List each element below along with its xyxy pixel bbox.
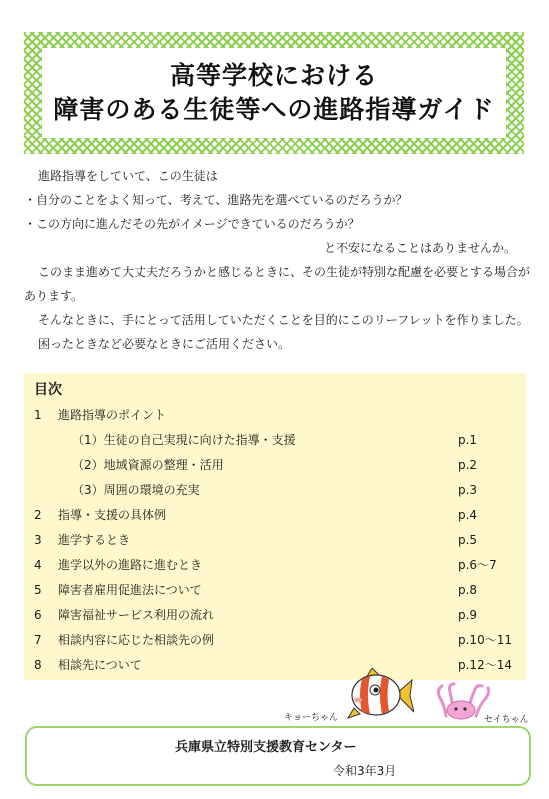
toc-item-page: p.12～14 (458, 658, 512, 672)
toc-item-page: p.5 (458, 533, 478, 547)
toc-item-number: 4 (34, 558, 42, 572)
toc-item-label: 指導・支援の具体例 (58, 508, 167, 522)
publication-date: 令和3年3月 (333, 764, 397, 778)
toc-item-label: 進学するとき (58, 533, 131, 547)
toc-item[interactable] (34, 603, 514, 628)
toc-item-label: （2）地域資源の整理・活用 (72, 458, 224, 472)
intro-line: 困ったときなど必要なときにご活用ください。 (38, 337, 291, 351)
toc-item-number: 7 (34, 633, 42, 647)
toc-item-page: p.4 (458, 508, 478, 522)
intro-paragraph: このまま進めて大丈夫だろうかと感じるときに、その生徒が特別な配慮を必要とする場合があります。 (24, 265, 531, 303)
toc-item-page: p.6～7 (458, 558, 497, 572)
toc-item-number: 3 (34, 533, 42, 547)
title-box (42, 48, 506, 138)
toc-item-label: （1）生徒の自己実現に向けた指導・支援 (72, 433, 296, 447)
toc-item-number: 1 (34, 408, 42, 422)
toc-item[interactable] (34, 403, 514, 428)
title-frame (24, 32, 524, 154)
toc-item-label: 進学以外の進路に進むとき (58, 558, 203, 572)
footer-box (25, 726, 531, 786)
toc-item[interactable] (34, 553, 514, 578)
toc-item-label: 障害福祉サービス利用の流れ (58, 608, 215, 622)
toc-item-label: 相談先について (58, 658, 142, 672)
toc-item-label: （3）周囲の環境の充実 (72, 483, 200, 497)
organization-name: 兵庫県立特別支援教育センター (175, 740, 357, 755)
title-line-1: 高等学校における (169, 61, 378, 90)
toc-item-number: 6 (34, 608, 42, 622)
title-line-2: 障害のある生徒等への進路指導ガイド (53, 95, 495, 124)
toc-item-number: 5 (34, 583, 42, 597)
sea-anemone-mascot-icon (432, 680, 492, 720)
toc-item-page: p.3 (458, 483, 478, 497)
toc-item-page: p.10～11 (458, 633, 512, 647)
table-of-contents (24, 373, 526, 680)
toc-item-number: 2 (34, 508, 42, 522)
fish-mascot-icon (344, 668, 414, 722)
intro-bullet: ・自分のことをよく知って、考えて、進路先を選べているのだろうか？ (24, 193, 408, 207)
toc-item-page: p.1 (458, 433, 478, 447)
toc-item-label: 進路指導のポイント (58, 408, 167, 422)
intro-line: と不安になることはありませんか。 (323, 241, 516, 255)
toc-title: 目次 (34, 382, 62, 398)
toc-subitem[interactable] (34, 478, 514, 503)
toc-subitem[interactable] (34, 428, 514, 453)
toc-item[interactable] (34, 578, 514, 603)
toc-item[interactable] (34, 528, 514, 553)
intro-line: 進路指導をしていて、この生徒は (38, 169, 218, 183)
intro-text (24, 164, 534, 356)
mascot-area (282, 664, 534, 726)
intro-bullet: ・この方向に進んだその先がイメージできているのだろうか？ (24, 217, 360, 231)
toc-item-number: 8 (34, 658, 42, 672)
toc-item-label: 障害者雇用促進法について (58, 583, 202, 597)
toc-item[interactable] (34, 503, 514, 528)
intro-line: そんなときに、手にとって活用していただくことを目的にこのリーフレットを作りました。 (38, 313, 529, 327)
toc-item[interactable] (34, 628, 514, 653)
toc-item-page: p.9 (458, 608, 478, 622)
mascot-name-kyo: キョーちゃん (284, 713, 339, 723)
toc-item-page: p.8 (458, 583, 478, 597)
toc-subitem[interactable] (34, 453, 514, 478)
mascot-name-sei: セイちゃん (484, 715, 529, 725)
toc-item-page: p.2 (458, 458, 478, 472)
toc-item-label: 相談内容に応じた相談先の例 (58, 633, 215, 647)
